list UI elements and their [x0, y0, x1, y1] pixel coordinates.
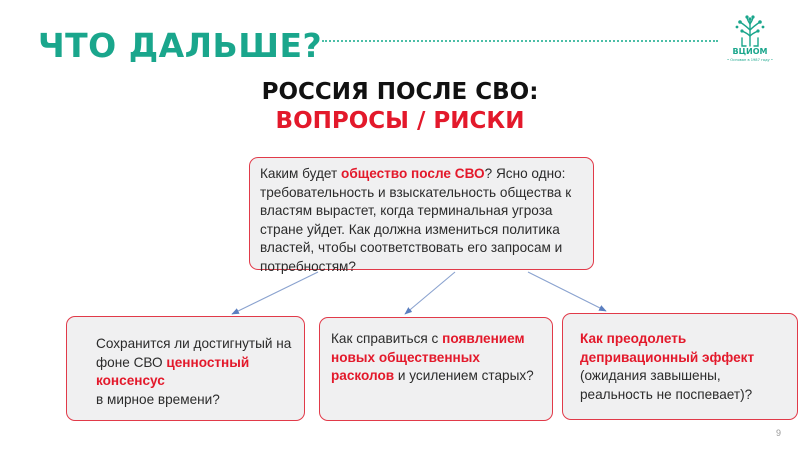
- risk-2-text-2: и усилением старых?: [394, 368, 534, 384]
- arrow-to-middle-card: [405, 272, 455, 314]
- risk-card-social-divisions: [319, 317, 553, 421]
- main-question-highlight: общество после СВО: [341, 166, 485, 181]
- slide-title: ЧТО ДАЛЬШЕ?: [38, 26, 323, 65]
- arrow-to-right-card: [528, 272, 606, 311]
- risk-3-highlight: Как преодолеть депривационный эффект: [580, 331, 755, 365]
- main-question-text-1: Каким будет: [260, 166, 342, 181]
- logo-tagline: • Основан в 1987 году •: [727, 58, 773, 62]
- page-number: 9: [776, 428, 782, 438]
- risk-card-deprivation-effect: [562, 313, 798, 420]
- risk-1-text-2: в мирное времени?: [96, 391, 220, 407]
- arrow-to-left-card: [232, 272, 318, 314]
- risk-2-text-1: Как справиться с: [331, 331, 443, 346]
- risk-3-text: (ожидания завышены, реальность не поспевает)?: [580, 368, 753, 402]
- logo-name: ВЦИОМ: [732, 47, 768, 56]
- heading-questions-risks: ВОПРОСЫ / РИСКИ: [275, 108, 525, 134]
- risk-2-highlight: появлением новых общественных расколов: [331, 331, 525, 384]
- main-question-text-2: ? Ясно одно: требовательность и взыскательность общества к властям вырастет, когда терминальная угроза стране уйдет. Как должна измениться политика властей, чтобы соответствовать его запросам и потребностям?: [260, 166, 572, 274]
- main-question-card: [249, 157, 594, 274]
- heading-russia-after-svo: РОССИЯ ПОСЛЕ СВО:: [261, 79, 539, 105]
- risk-1-highlight: ценностный консенсус: [96, 354, 250, 389]
- risk-1-text-1: Сохранится ли достигнутый на фоне СВО: [96, 336, 292, 370]
- risk-card-value-consensus: [66, 316, 305, 421]
